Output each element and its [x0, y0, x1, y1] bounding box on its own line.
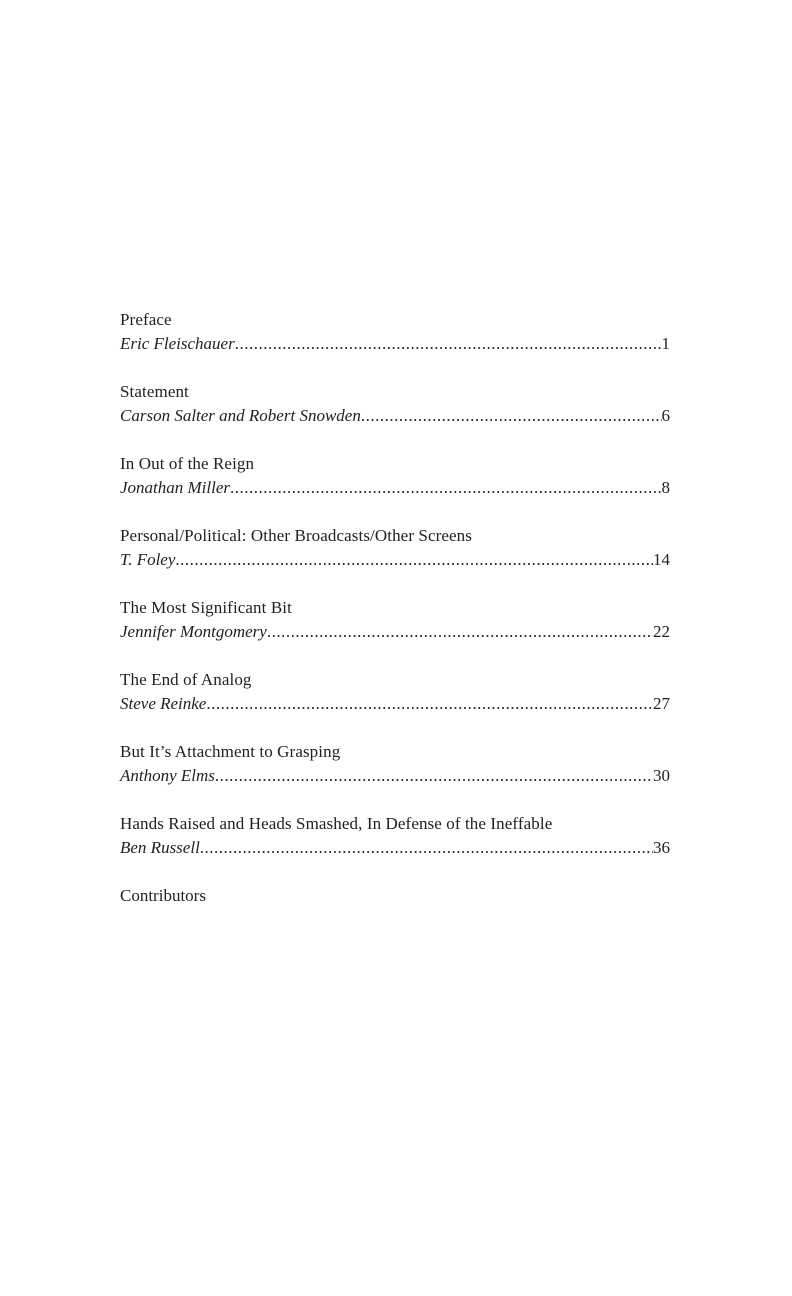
entry-author: Eric Fleischauer [120, 334, 235, 353]
contributors-heading: Contributors [120, 886, 206, 905]
entry-author: T. Foley [120, 550, 176, 569]
toc-entry-preface [120, 308, 670, 356]
toc-entry-in-out-of-the-reign [120, 452, 670, 500]
entry-page-number: 8 [661, 478, 670, 497]
entry-page-number: 6 [661, 406, 670, 425]
entry-line [120, 836, 670, 860]
entry-page-number: 22 [653, 622, 670, 641]
entry-author: Anthony Elms [120, 766, 215, 785]
entry-title: Statement [120, 382, 189, 401]
dot-leader [361, 404, 662, 428]
entry-page-number: 14 [653, 550, 670, 569]
entry-line [120, 476, 670, 500]
entry-author: Steve Reinke [120, 694, 207, 713]
entry-author: Carson Salter and Robert Snowden [120, 406, 361, 425]
entry-title: Personal/Political: Other Broadcasts/Other Screens [120, 526, 472, 545]
entry-line [120, 620, 670, 644]
toc-entry-attachment-to-grasping [120, 740, 670, 788]
entry-title: Hands Raised and Heads Smashed, In Defense of the Ineffable [120, 814, 553, 833]
table-of-contents [120, 308, 670, 908]
entry-page-number: 30 [653, 766, 670, 785]
entry-author: Ben Russell [120, 838, 200, 857]
entry-title: Preface [120, 310, 172, 329]
toc-entry-hands-raised [120, 812, 670, 860]
entry-title: But It’s Attachment to Grasping [120, 742, 341, 761]
entry-line [120, 692, 670, 716]
entry-line [120, 404, 670, 428]
toc-entry-personal-political [120, 524, 670, 572]
entry-page-number: 27 [653, 694, 670, 713]
dot-leader [206, 692, 653, 716]
dot-leader [200, 836, 653, 860]
entry-title: In Out of the Reign [120, 454, 255, 473]
dot-leader [175, 548, 653, 572]
toc-entry-most-significant-bit [120, 596, 670, 644]
entry-author: Jonathan Miller [120, 478, 231, 497]
entry-line [120, 764, 670, 788]
entry-page-number: 36 [653, 838, 670, 857]
toc-entry-end-of-analog [120, 668, 670, 716]
entry-title: The Most Significant Bit [120, 598, 292, 617]
toc-entry-statement [120, 380, 670, 428]
entry-author: Jennifer Montgomery [120, 622, 267, 641]
dot-leader [267, 620, 653, 644]
entry-line [120, 332, 670, 356]
entry-page-number: 1 [661, 334, 670, 353]
dot-leader [235, 332, 662, 356]
entry-line [120, 548, 670, 572]
dot-leader [215, 764, 653, 788]
dot-leader [230, 476, 661, 500]
entry-title: The End of Analog [120, 670, 252, 689]
